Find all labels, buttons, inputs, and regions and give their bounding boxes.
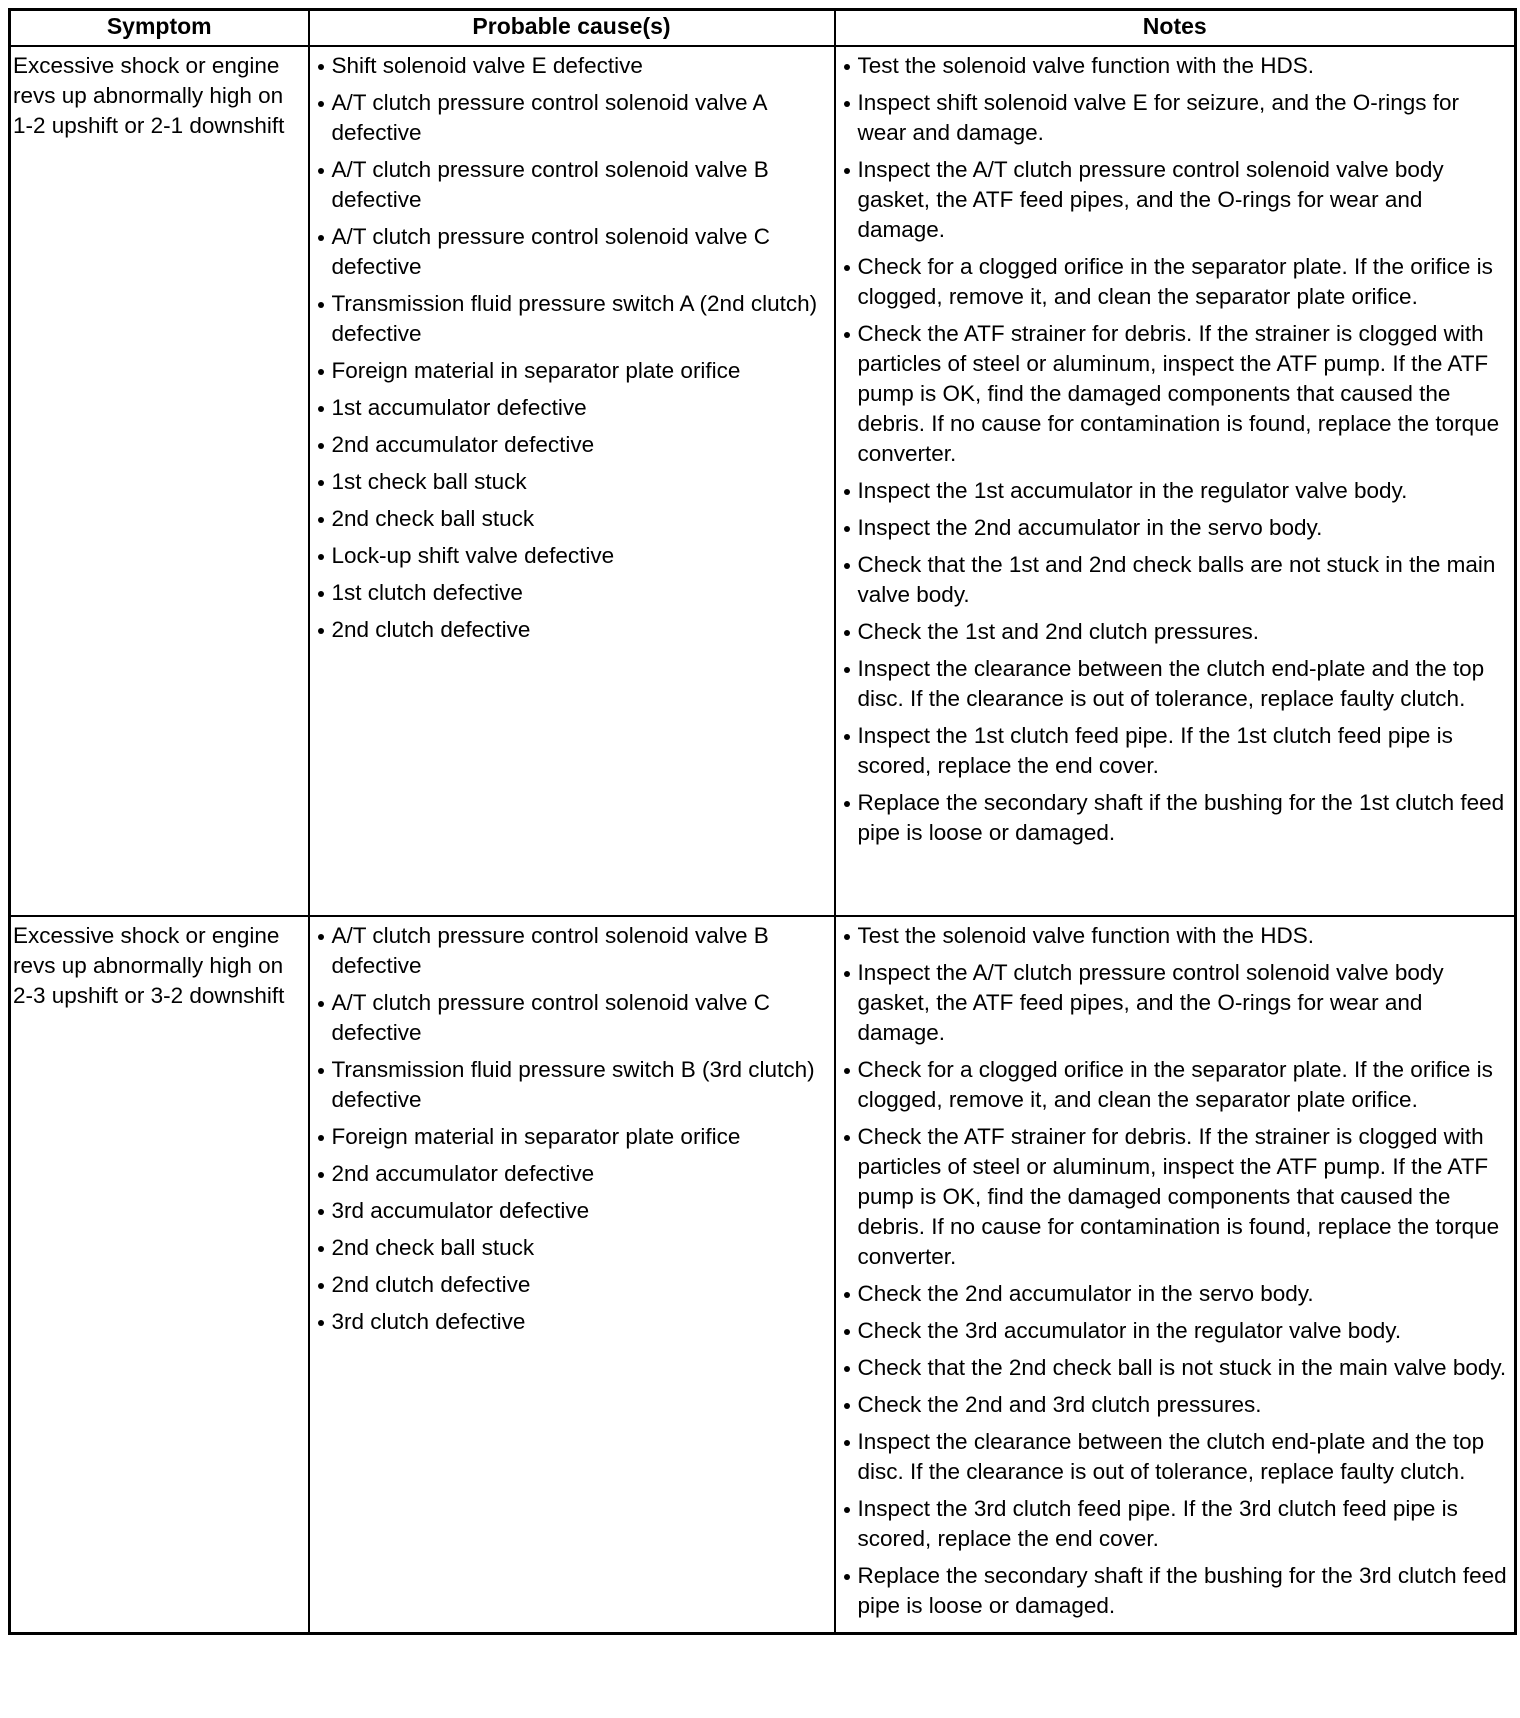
list-item: Check the 2nd accumulator in the servo body. bbox=[840, 1279, 1511, 1309]
list-item: A/T clutch pressure control solenoid valve C defective bbox=[314, 222, 830, 282]
causes-cell bbox=[309, 46, 835, 916]
list-item: Transmission fluid pressure switch B (3rd clutch) defective bbox=[314, 1055, 830, 1115]
list-item: Test the solenoid valve function with the HDS. bbox=[840, 51, 1511, 81]
list-item: 2nd clutch defective bbox=[314, 615, 830, 645]
list-item: Check that the 2nd check ball is not stuck in the main valve body. bbox=[840, 1353, 1511, 1383]
causes-cell bbox=[309, 916, 835, 1634]
header-symptom: Symptom bbox=[10, 10, 309, 47]
list-item: Inspect the clearance between the clutch end-plate and the top disc. If the clearance is out of tolerance, replace faulty clutch. bbox=[840, 1427, 1511, 1487]
list-item: 1st clutch defective bbox=[314, 578, 830, 608]
list-item: A/T clutch pressure control solenoid valve B defective bbox=[314, 155, 830, 215]
list-item: 2nd clutch defective bbox=[314, 1270, 830, 1300]
list-item: 1st accumulator defective bbox=[314, 393, 830, 423]
list-item: A/T clutch pressure control solenoid valve C defective bbox=[314, 988, 830, 1048]
list-item: 2nd check ball stuck bbox=[314, 504, 830, 534]
notes-cell bbox=[835, 46, 1516, 916]
list-item: Inspect the A/T clutch pressure control solenoid valve body gasket, the ATF feed pipes, and the O-rings for wear and damage. bbox=[840, 155, 1511, 245]
list-item: A/T clutch pressure control solenoid valve A defective bbox=[314, 88, 830, 148]
list-item: 1st check ball stuck bbox=[314, 467, 830, 497]
header-row bbox=[10, 10, 1516, 47]
causes-list bbox=[314, 51, 830, 645]
list-item: Replace the secondary shaft if the bushing for the 1st clutch feed pipe is loose or damaged. bbox=[840, 788, 1511, 848]
list-item: 2nd check ball stuck bbox=[314, 1233, 830, 1263]
list-item: Inspect the 3rd clutch feed pipe. If the 3rd clutch feed pipe is scored, replace the end cover. bbox=[840, 1494, 1511, 1554]
notes-list bbox=[840, 921, 1511, 1621]
list-item: Shift solenoid valve E defective bbox=[314, 51, 830, 81]
list-item: Inspect the 2nd accumulator in the servo body. bbox=[840, 513, 1511, 543]
list-item: Test the solenoid valve function with the HDS. bbox=[840, 921, 1511, 951]
list-item: 2nd accumulator defective bbox=[314, 1159, 830, 1189]
header-notes: Notes bbox=[835, 10, 1516, 47]
table-row bbox=[10, 916, 1516, 1634]
list-item: Check the 1st and 2nd clutch pressures. bbox=[840, 617, 1511, 647]
causes-list bbox=[314, 921, 830, 1337]
list-item: Foreign material in separator plate orifice bbox=[314, 1122, 830, 1152]
table-row bbox=[10, 46, 1516, 916]
troubleshooting-table bbox=[8, 8, 1517, 1635]
list-item: Inspect the 1st clutch feed pipe. If the 1st clutch feed pipe is scored, replace the end cover. bbox=[840, 721, 1511, 781]
list-item: Check that the 1st and 2nd check balls are not stuck in the main valve body. bbox=[840, 550, 1511, 610]
symptom-cell: Excessive shock or engine revs up abnormally high on 1-2 upshift or 2-1 downshift bbox=[10, 46, 309, 916]
list-item: 3rd clutch defective bbox=[314, 1307, 830, 1337]
list-item: Lock-up shift valve defective bbox=[314, 541, 830, 571]
list-item: Check the 3rd accumulator in the regulator valve body. bbox=[840, 1316, 1511, 1346]
list-item: Inspect the A/T clutch pressure control solenoid valve body gasket, the ATF feed pipes, and the O-rings for wear and damage. bbox=[840, 958, 1511, 1048]
list-item: Replace the secondary shaft if the bushing for the 3rd clutch feed pipe is loose or damaged. bbox=[840, 1561, 1511, 1621]
list-item: Foreign material in separator plate orifice bbox=[314, 356, 830, 386]
list-item: Inspect shift solenoid valve E for seizure, and the O-rings for wear and damage. bbox=[840, 88, 1511, 148]
list-item: 2nd accumulator defective bbox=[314, 430, 830, 460]
list-item: Check the ATF strainer for debris. If the strainer is clogged with particles of steel or aluminum, inspect the ATF pump. If the ATF pump is OK, find the damaged components that caused the debris. If no cause for contamination is found, replace the torque converter. bbox=[840, 319, 1511, 469]
list-item: Check the 2nd and 3rd clutch pressures. bbox=[840, 1390, 1511, 1420]
symptom-cell: Excessive shock or engine revs up abnormally high on 2-3 upshift or 3-2 downshift bbox=[10, 916, 309, 1634]
list-item: Inspect the clearance between the clutch end-plate and the top disc. If the clearance is out of tolerance, replace faulty clutch. bbox=[840, 654, 1511, 714]
list-item: Check for a clogged orifice in the separator plate. If the orifice is clogged, remove it, and clean the separator plate orifice. bbox=[840, 252, 1511, 312]
list-item: 3rd accumulator defective bbox=[314, 1196, 830, 1226]
list-item: Inspect the 1st accumulator in the regulator valve body. bbox=[840, 476, 1511, 506]
list-item: A/T clutch pressure control solenoid valve B defective bbox=[314, 921, 830, 981]
troubleshooting-table-wrapper bbox=[8, 8, 1514, 1635]
header-probable-causes: Probable cause(s) bbox=[309, 10, 835, 47]
list-item: Check for a clogged orifice in the separator plate. If the orifice is clogged, remove it, and clean the separator plate orifice. bbox=[840, 1055, 1511, 1115]
list-item: Check the ATF strainer for debris. If the strainer is clogged with particles of steel or aluminum, inspect the ATF pump. If the ATF pump is OK, find the damaged components that caused the debris. If no cause for contamination is found, replace the torque converter. bbox=[840, 1122, 1511, 1272]
notes-list bbox=[840, 51, 1511, 848]
notes-cell bbox=[835, 916, 1516, 1634]
list-item: Transmission fluid pressure switch A (2nd clutch) defective bbox=[314, 289, 830, 349]
